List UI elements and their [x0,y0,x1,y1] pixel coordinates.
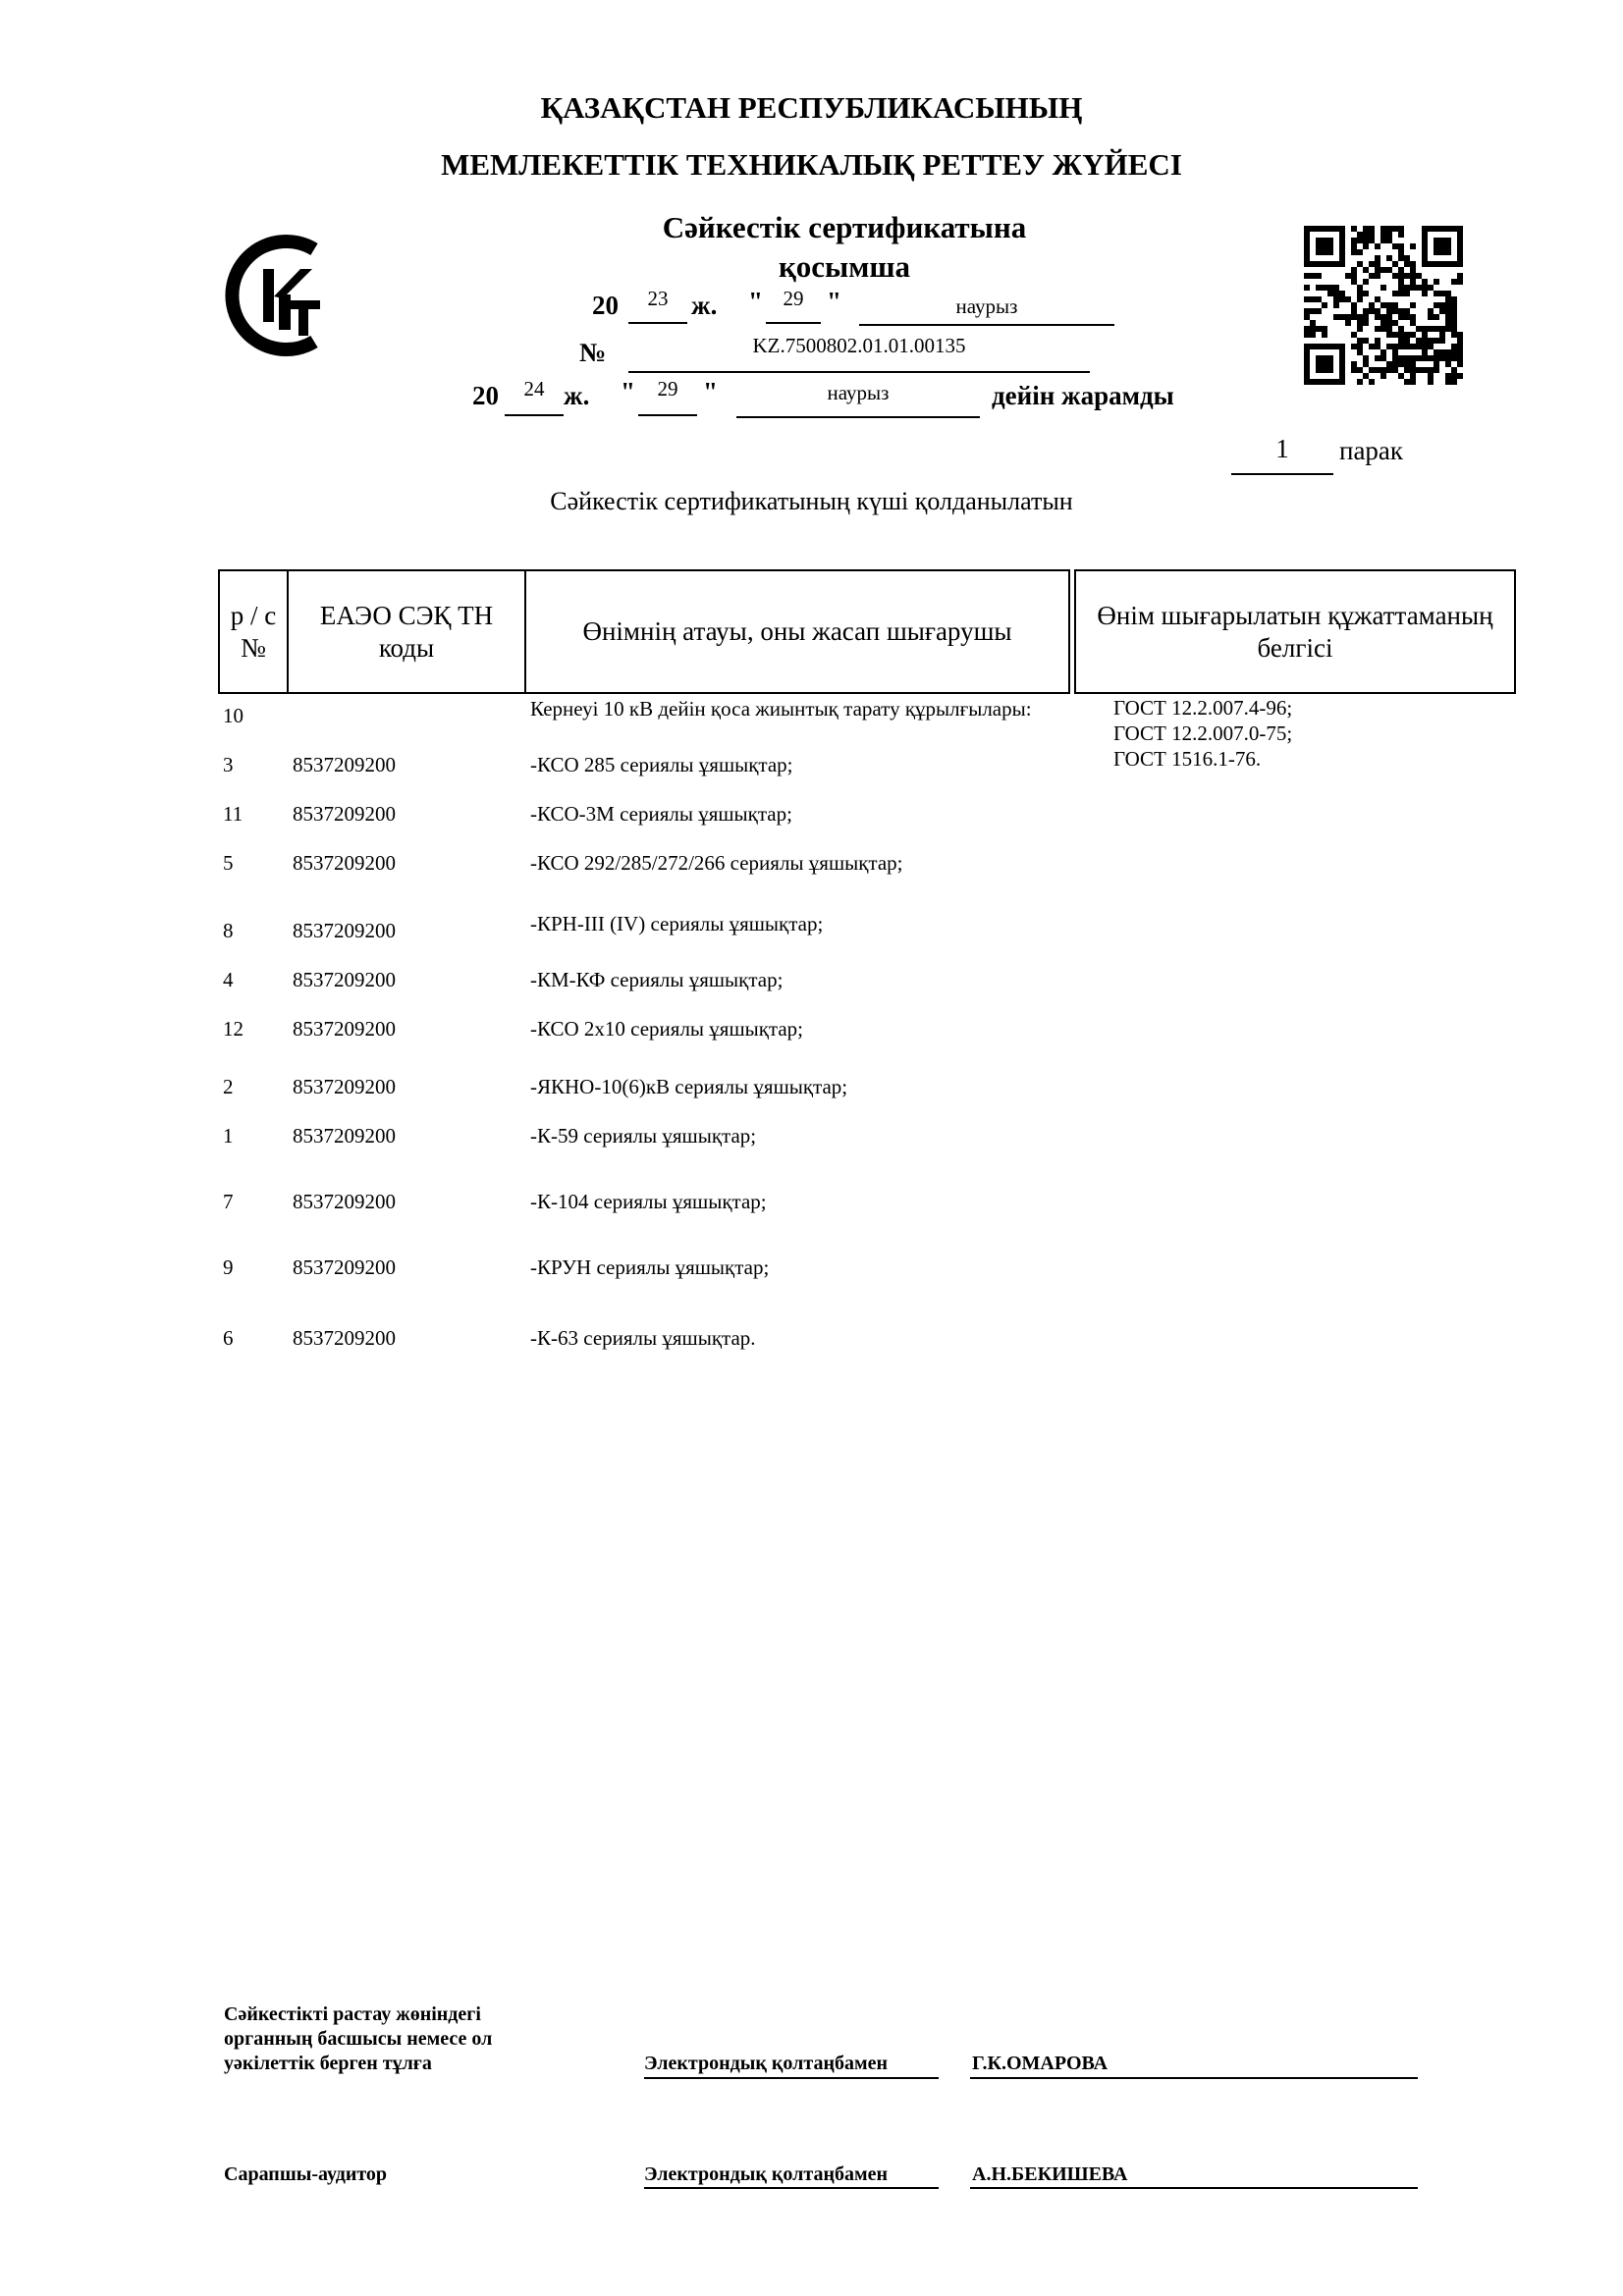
validity-month: наурыз [827,381,890,404]
auditor-label: Сарапшы-аудитор [224,2163,388,2185]
row-code: 8537209200 [293,1075,396,1098]
row-code: 8537209200 [293,753,396,776]
sheet-number: 1 [1275,434,1289,463]
validity-year: 24 [523,377,545,400]
header-cell-docs: Өнім шығарылатын құжаттаманың белгісі [1074,569,1516,694]
scope-subtitle: Сәйкестік сертификатының күші қолданылатын [550,487,1073,515]
auditor-signature-method: Электрондық қолтаңбамен [644,2163,888,2185]
row-num: 11 [223,802,243,826]
row-num: 9 [223,1255,234,1279]
validity-century: 20 [472,381,499,410]
row-name: Кернеуі 10 кВ дейін қоса жиынтық тарату құрылғылары: [530,697,1032,721]
row-code: 8537209200 [293,851,396,875]
row-name: -КСО 292/285/272/266 сериялы ұяшықтар; [530,851,903,875]
row-code: 8537209200 [293,1124,396,1148]
row-num: 7 [223,1190,234,1213]
row-code: 8537209200 [293,919,396,942]
row-num: 3 [223,753,234,776]
validity-suffix: дейін жарамды [992,381,1174,410]
validity-day: 29 [657,377,678,400]
issue-month: наурыз [955,294,1018,318]
row-code: 8537209200 [293,968,396,991]
row-num: 10 [223,704,243,727]
row-num: 2 [223,1075,234,1098]
row-name: -КСО 2х10 сериялы ұяшықтар; [530,1017,804,1041]
row-code: 8537209200 [293,1255,396,1279]
qr-code-icon [1304,226,1463,385]
head-label-line: Сәйкестікті растау жөніндегі [224,2003,481,2025]
head-signature-method: Электрондық қолтаңбамен [644,2053,888,2074]
row-code: 8537209200 [293,1190,396,1213]
row-num: 5 [223,851,234,875]
issue-century: 20 [592,291,619,320]
validity-year-suffix: ж. [564,381,590,410]
row-name: -К-104 сериялы ұяшықтар; [530,1190,767,1213]
row-num: 1 [223,1124,234,1148]
issue-quote-open: " [748,287,763,316]
row-name: -КРУН сериялы ұяшықтар; [530,1255,770,1279]
row-name: -КМ-КФ сериялы ұяшықтар; [530,968,784,991]
row-num: 6 [223,1326,234,1350]
title-line-1: Сәйкестік сертификатына [662,210,1027,244]
row-name: -ЯКНО-10(6)кВ сериялы ұяшықтар; [530,1075,848,1098]
row-name: -КРН-III (IV) сериялы ұяшықтар; [530,912,824,935]
header-cell-product: Өнімнің атауы, оны жасап шығарушы [524,569,1070,694]
header-cell-seq: р / с № [218,569,289,694]
number-label: № [579,338,607,367]
standards-list [1113,695,1292,772]
kz-conformity-mark-icon [224,232,342,359]
head-signatory-name: Г.К.ОМАРОВА [972,2053,1109,2074]
validity-quote-open: " [621,377,635,406]
row-name: -К-59 сериялы ұяшықтар; [530,1124,757,1148]
standard-item: ГОСТ 1516.1-76. [1113,747,1262,771]
header-line-1: ҚАЗАҚСТАН РЕСПУБЛИКАСЫНЫҢ [540,90,1083,125]
head-label-line: органның басшысы немесе ол [224,2028,493,2050]
certificate-number: KZ.7500802.01.01.00135 [752,334,966,357]
row-code: 8537209200 [293,1017,396,1041]
row-name: -К-63 сериялы ұяшықтар. [530,1326,756,1350]
row-code: 8537209200 [293,802,396,826]
header-line-2: МЕМЛЕКЕТТІК ТЕХНИКАЛЫҚ РЕТТЕУ ЖҮЙЕСІ [441,147,1182,182]
head-label-line: уәкілеттік берген тұлға [224,2053,432,2074]
issue-quote-close: " [827,287,841,316]
validity-quote-close: " [703,377,718,406]
header-cell-code: ЕАЭО СЭҚ ТН коды [287,569,526,694]
issue-day: 29 [783,287,804,310]
row-name: -КСО 285 сериялы ұяшықтар; [530,753,793,776]
head-signatory-label [224,2002,492,2076]
row-name: -КСО-3М сериялы ұяшықтар; [530,802,792,826]
sheet-label: парак [1339,436,1404,465]
issue-year: 23 [647,287,669,310]
row-num: 12 [223,1017,243,1041]
issue-year-suffix: ж. [691,291,718,320]
row-num: 4 [223,968,234,991]
row-num: 8 [223,919,234,942]
standard-item: ГОСТ 12.2.007.4-96; [1113,696,1293,720]
title-line-2: қосымша [778,249,911,284]
auditor-name: А.Н.БЕКИШЕВА [972,2163,1128,2185]
standard-item: ГОСТ 12.2.007.0-75; [1113,721,1293,745]
row-code: 8537209200 [293,1326,396,1350]
